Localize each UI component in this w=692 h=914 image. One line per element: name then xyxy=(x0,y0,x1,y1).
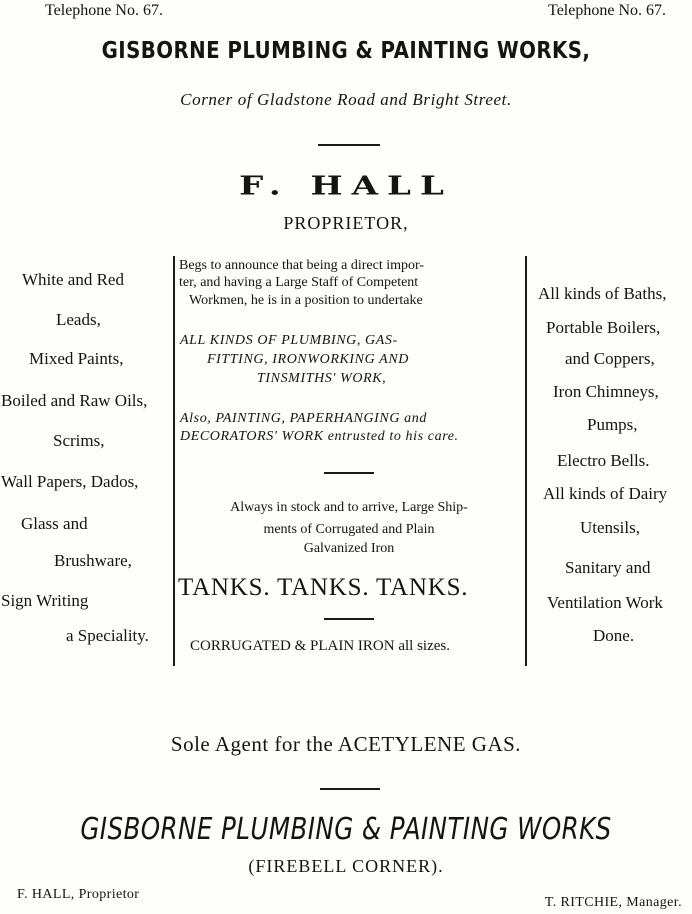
stock-line: Always in stock and to arrive, Large Ship- xyxy=(230,500,468,515)
intro-line: Begs to announce that being a direct impor- xyxy=(179,258,425,273)
services-line: ALL KINDS OF PLUMBING, GAS- xyxy=(180,333,398,348)
footer-manager: T. RITCHIE, Manager. xyxy=(544,895,682,910)
painting-line: Also, PAINTING, PAPERHANGING and xyxy=(180,411,427,426)
right-item: Iron Chimneys, xyxy=(553,382,659,401)
business-address: Corner of Gladstone Road and Bright Street. xyxy=(180,90,512,109)
right-item: Ventilation Work xyxy=(547,593,663,612)
divider-rule xyxy=(320,788,380,790)
left-item: Glass and xyxy=(21,514,88,533)
footer-proprietor: F. HALL, Proprietor xyxy=(17,887,140,902)
left-item: White and Red xyxy=(22,270,124,289)
column-divider-left xyxy=(173,256,175,666)
services-line: FITTING, IRONWORKING AND xyxy=(207,352,409,367)
iron-sizes-line: CORRUGATED & PLAIN IRON all sizes. xyxy=(190,638,450,654)
left-item: Boiled and Raw Oils, xyxy=(1,391,148,410)
right-item: Portable Boilers, xyxy=(546,318,661,337)
sole-agent-line: Sole Agent for the ACETYLENE GAS. xyxy=(170,732,522,756)
proprietor-title: PROPRIETOR, xyxy=(283,213,409,233)
column-divider-right xyxy=(525,256,527,666)
intro-line: Workmen, he is in a position to undertake xyxy=(189,293,423,308)
intro-line: ter, and having a Large Staff of Competent xyxy=(179,275,419,290)
business-name-heading: GISBORNE PLUMBING & PAINTING WORKS, xyxy=(101,38,591,64)
telephone-right: Telephone No. 67. xyxy=(548,2,666,19)
right-item: All kinds of Dairy xyxy=(543,484,668,503)
left-item: Sign Writing xyxy=(1,591,89,610)
divider-rule xyxy=(324,472,374,474)
left-item: Wall Papers, Dados, xyxy=(1,472,139,491)
right-item: All kinds of Baths, xyxy=(538,284,667,303)
stock-line: ments of Corrugated and Plain xyxy=(263,522,435,537)
proprietor-name: F. HALL xyxy=(239,170,453,202)
left-item: Leads, xyxy=(56,310,101,329)
stock-line: Galvanized Iron xyxy=(303,541,395,556)
right-item: Utensils, xyxy=(580,518,640,537)
right-item: Pumps, xyxy=(587,415,638,434)
right-item: Electro Bells. xyxy=(557,451,650,470)
services-line: TINSMITHS' WORK, xyxy=(257,371,387,386)
right-item: and Coppers, xyxy=(565,349,655,368)
divider-rule xyxy=(318,144,380,146)
telephone-left: Telephone No. 67. xyxy=(45,2,163,19)
painting-line: DECORATORS' WORK entrusted to his care. xyxy=(180,429,459,444)
left-item: Brushware, xyxy=(54,551,132,570)
tanks-heading: TANKS. TANKS. TANKS. xyxy=(178,574,469,601)
right-item: Done. xyxy=(593,626,635,645)
left-item: Scrims, xyxy=(53,431,105,450)
left-item: Mixed Paints, xyxy=(29,349,124,368)
left-item: a Speciality. xyxy=(66,626,149,645)
footer-business-name: GISBORNE PLUMBING & PAINTING WORKS xyxy=(80,812,612,847)
divider-rule xyxy=(324,618,374,620)
right-item: Sanitary and xyxy=(565,558,651,577)
footer-location: (FIREBELL CORNER). xyxy=(248,856,444,876)
